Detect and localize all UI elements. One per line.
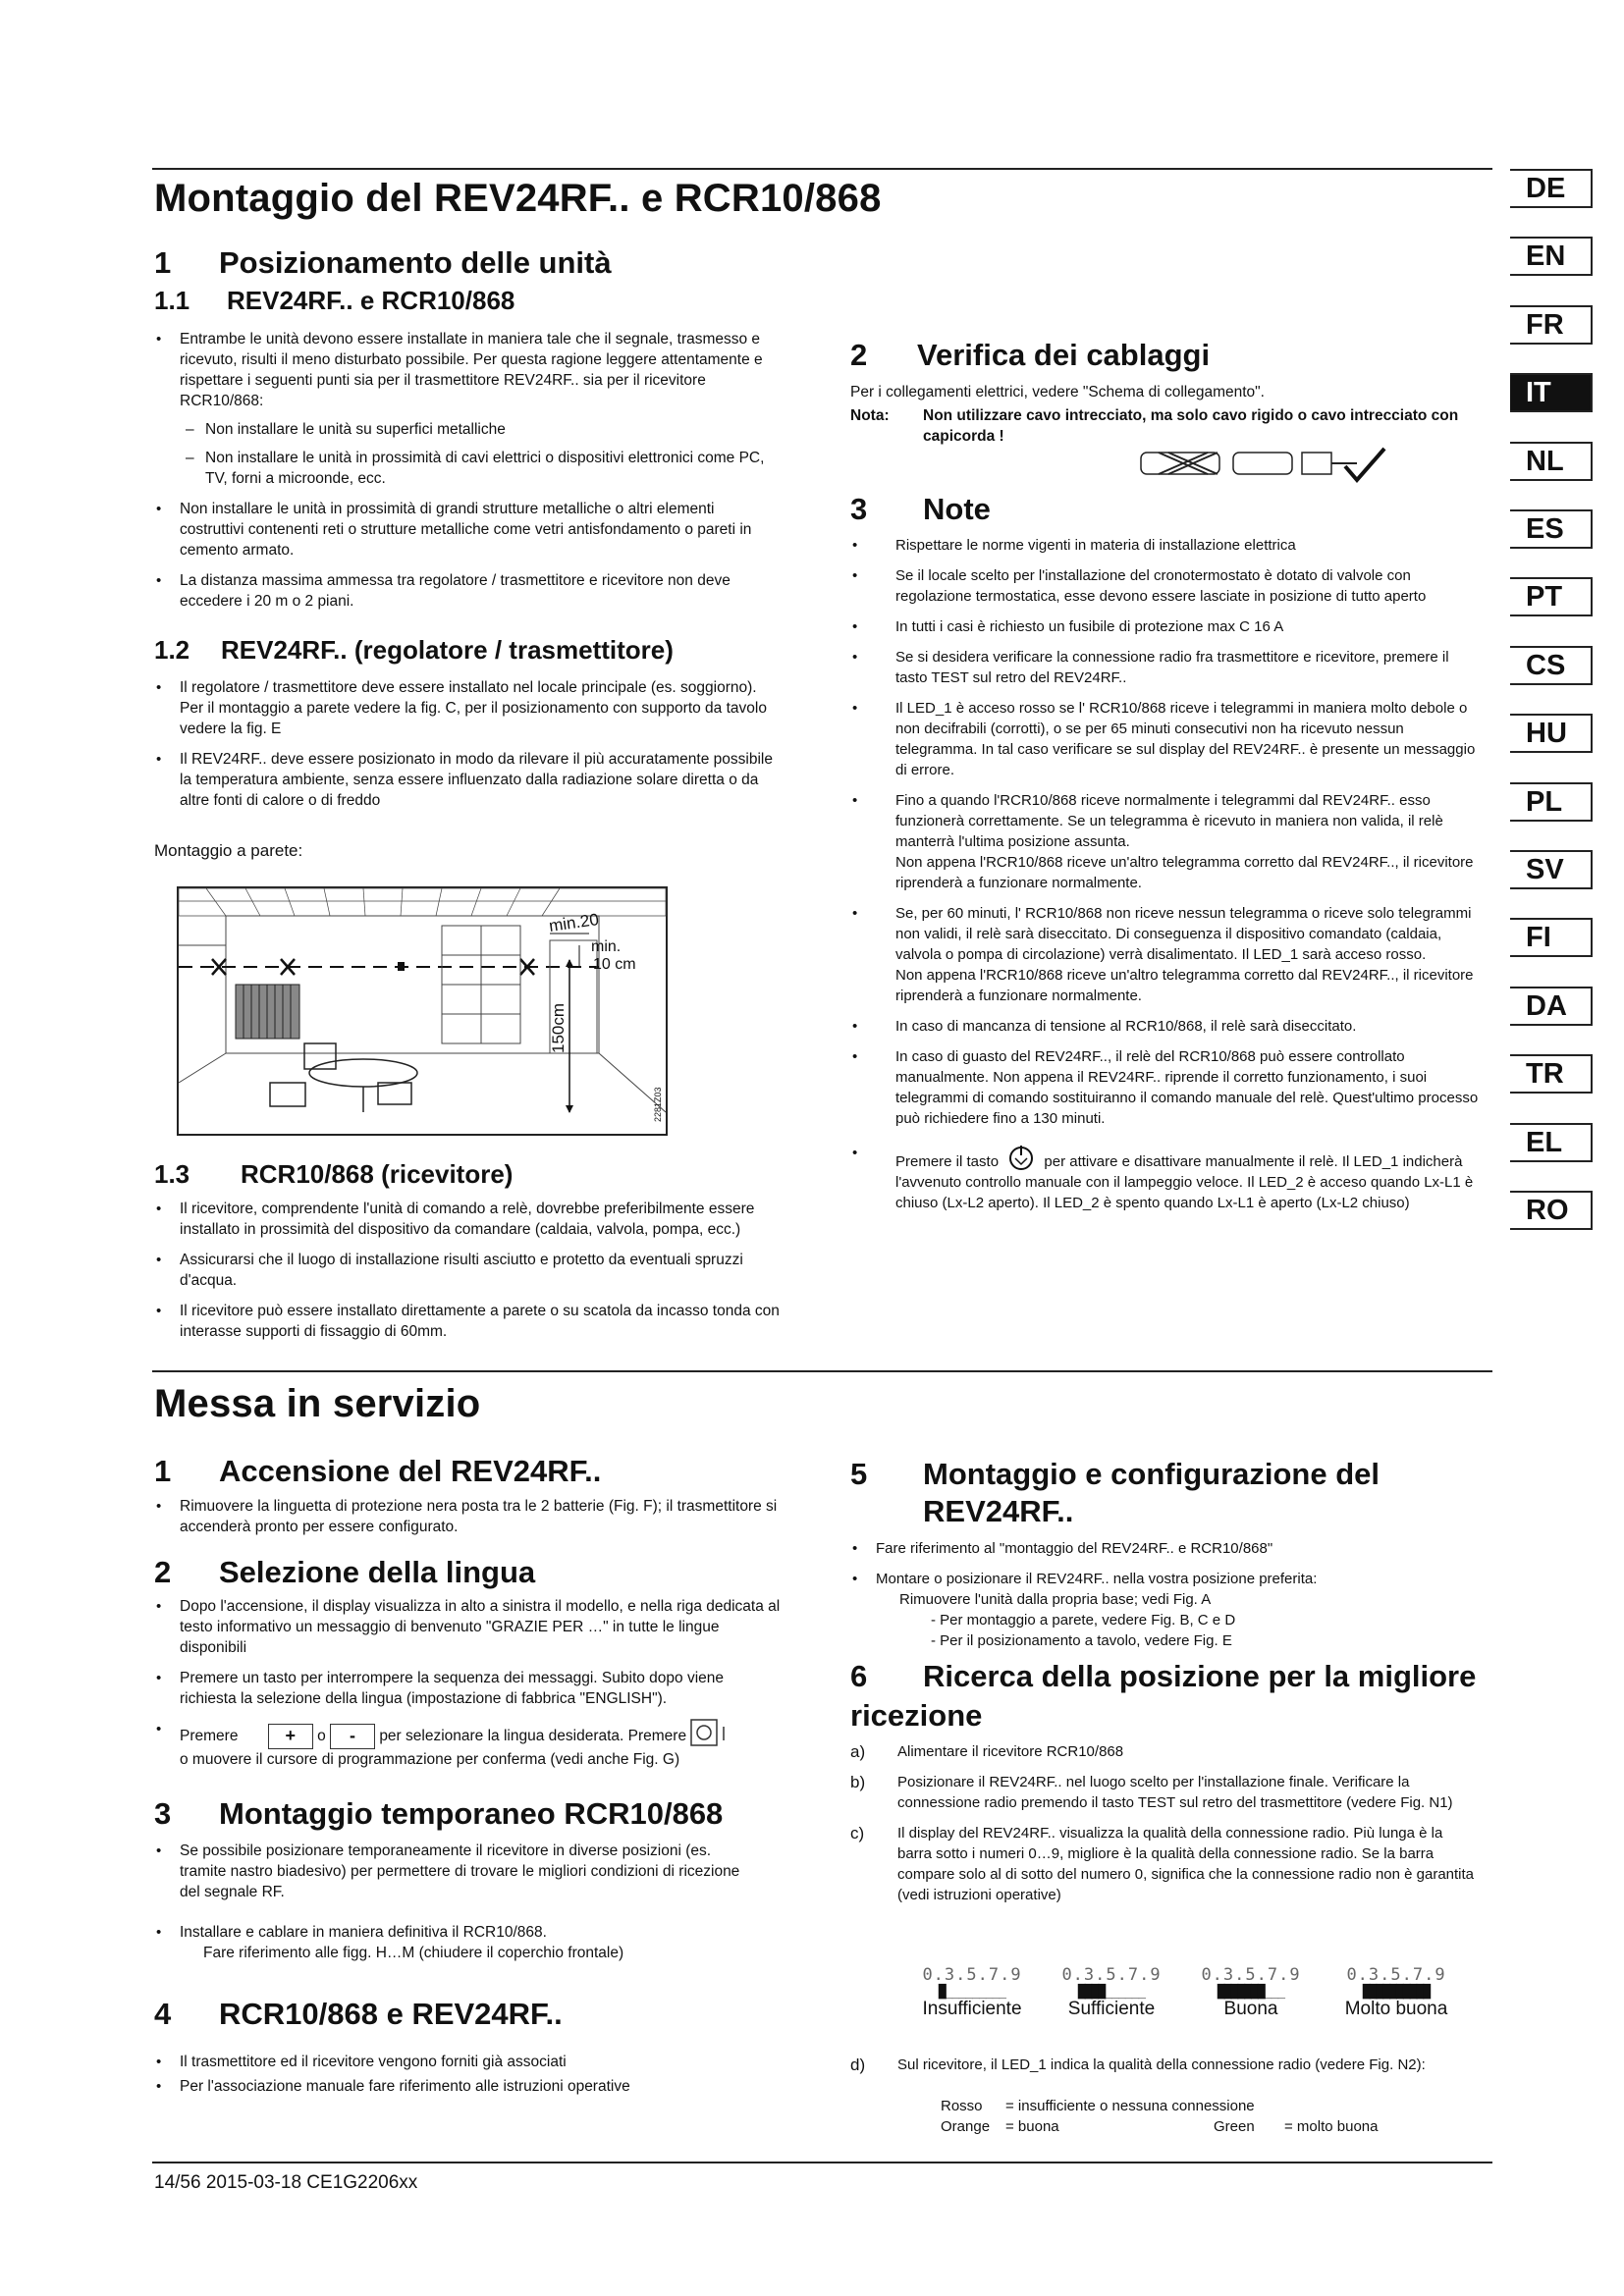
heading-text: Verifica dei cablaggi	[917, 338, 1211, 372]
language-tab-pt[interactable]: PT	[1510, 577, 1593, 616]
language-tab-ro[interactable]: RO	[1510, 1191, 1593, 1230]
heading-number: 5	[850, 1457, 868, 1491]
language-tab-fr[interactable]: FR	[1510, 305, 1593, 345]
minus-key-icon: -	[330, 1724, 375, 1749]
list-item	[850, 1741, 1479, 1762]
heading-number: 3	[850, 492, 868, 526]
quality-bar: ████______	[1077, 1985, 1146, 2000]
list-item	[154, 1719, 783, 1770]
list-item	[850, 1823, 1479, 1905]
led-rosso-key: Rosso	[941, 2098, 983, 2114]
list-item-text: - Per montaggio a parete, vedere Fig. B, C e D	[931, 1612, 1236, 1629]
service-rule	[152, 1370, 1492, 1372]
service-s4-heading	[154, 1997, 563, 2032]
heading-number: 2	[850, 338, 868, 372]
cable-icons	[1139, 447, 1394, 486]
list-item-text: Entrambe le unità devono essere installate in maniera tale che il segnale, trasmesso e ricevuto, risulti il meno disturbato possibile. Per questa ragione leggere attentamente e rispettare i seguenti punti sia per il trasmettitore REV24RF.. sia per il ricevitore RCR10/868:	[180, 331, 763, 409]
list-item-text: Fino a quando l'RCR10/868 riceve normalmente i telegrammi dal REV24RF.. esso funzionerà correttamente. Se un telegramma è ricevuto in maniera non valida, il relè manterrà l'ultima posizione assunta.	[895, 792, 1443, 850]
list-item: • Il REV24RF.. deve essere posizionato in modo da rilevare il più accuratamente possibile la temperatura ambiente, senza essere influenzato dalla radiazione solare diretta o da altre fonti di calore o di freddo	[154, 749, 783, 811]
quality-digits: 0.3.5.7.9	[1201, 1965, 1301, 1985]
language-tab-da[interactable]: DA	[1510, 987, 1593, 1026]
language-tab-en[interactable]: EN	[1510, 237, 1593, 276]
service-s6-heading	[850, 1659, 1476, 1694]
fig-150cm: 150cm	[549, 1002, 568, 1053]
item-label: d)	[850, 2056, 866, 2074]
service-s3-list	[154, 1841, 753, 1973]
list-item: • Assicurarsi che il luogo di installazione risulti asciutto e protetto da eventuali spruzzi d'acqua.	[154, 1250, 783, 1291]
led-rosso-value: = insufficiente o nessuna connessione	[1005, 2098, 1255, 2114]
heading-number: 2	[154, 1555, 172, 1589]
service-s3-heading	[154, 1796, 723, 1832]
service-s4-list	[154, 2052, 783, 2107]
list-item: • Non installare le unità in prossimità di grandi strutture metalliche o altri elementi costruttivi contenenti reti o strutture metalliche come vetri antisfondamento o pareti in cemento armato.	[154, 499, 783, 561]
mount-s3-heading	[850, 492, 991, 527]
language-tab-de[interactable]: DE	[1510, 169, 1593, 208]
list-item-text: Se, per 60 minuti, l' RCR10/868 non riceve nessun telegramma o riceve solo telegrammi non validi, il relè sarà diseccitato. Di conseguenza il dispositivo comandato (caldaia, valvola o pompa di circolazione) verrà disalimentato. Il LED_1 sarà acceso rosso.	[895, 905, 1472, 963]
list-item	[850, 790, 1484, 893]
heading-text: RCR10/868 (ricevitore)	[241, 1159, 514, 1189]
service-s6-list	[850, 1741, 1479, 1915]
fig-min10-line2: 10 cm	[593, 956, 636, 973]
list-item	[850, 1772, 1479, 1813]
quality-label: Buona	[1223, 1999, 1278, 2019]
mount-s12-list	[154, 677, 783, 821]
list-item: • La distanza massima ammessa tra regolatore / trasmettitore e ricevitore non deve eccedere i 20 m o 2 piani.	[154, 570, 783, 612]
page-footer: 14/56 2015-03-18 CE1G2206xx	[154, 2172, 418, 2193]
list-item: • Rimuovere la linguetta di protezione nera posta tra le 2 batterie (Fig. F); il trasmettitore si accenderà pronto per essere configurato.	[154, 1496, 783, 1537]
quality-label: Sufficiente	[1067, 1999, 1156, 2019]
service-s2-heading	[154, 1555, 535, 1590]
quality-digits: 0.3.5.7.9	[1346, 1965, 1446, 1985]
mount-title: Montaggio del REV24RF.. e RCR10/868	[154, 177, 882, 220]
list-item: • Il ricevitore può essere installato direttamente a parete o su scatola da incasso tonda con interasse supporti di fissaggio di 60mm.	[154, 1301, 783, 1342]
list-item-text: Sul ricevitore, il LED_1 indica la qualità della connessione radio (vedere Fig. N2):	[897, 2056, 1426, 2073]
list-item-text: Non appena l'RCR10/868 riceve un'altro telegramma corretto dal REV24RF.., il ricevitore riprenderà a funzionare normalmente.	[895, 967, 1474, 1004]
fig-code: 2281Z03	[653, 1087, 663, 1122]
item-label: c)	[850, 1824, 865, 1842]
list-item: • Rispettare le norme vigenti in materia di installazione elettrica	[850, 535, 1484, 556]
wiring-text: Per i collegamenti elettrici, vedere "Schema di collegamento".	[850, 384, 1265, 400]
mount-s2-heading	[850, 338, 1210, 373]
heading-number: 6	[850, 1659, 868, 1693]
heading-number: 1.2	[154, 635, 190, 665]
ok-key-icon	[690, 1719, 730, 1748]
list-item	[154, 1922, 753, 1963]
quality-label: Insufficiente	[922, 1999, 1022, 2019]
wall-mount-label: Montaggio a parete:	[154, 841, 303, 860]
service-s6-list-d	[850, 2055, 1479, 2085]
quality-digits: 0.3.5.7.9	[1061, 1965, 1162, 1985]
quality-digits: 0.3.5.7.9	[922, 1965, 1022, 1985]
list-item: • Premere un tasto per interrompere la sequenza dei messaggi. Subito dopo viene richiesta la selezione della lingua (impostazione di fabbrica "ENGLISH").	[154, 1668, 783, 1709]
list-item	[850, 903, 1484, 1006]
list-item-text: Rimuovere l'unità dalla propria base; vedi Fig. A	[899, 1591, 1212, 1608]
dash-item: – Non installare le unità su superfici metalliche	[180, 419, 783, 440]
note-label: Nota:	[850, 407, 890, 424]
top-rule	[152, 168, 1492, 170]
wall-mount-figure	[177, 886, 668, 1136]
heading-text: Montaggio temporaneo RCR10/868	[219, 1796, 724, 1831]
mount-s1-heading	[154, 245, 612, 281]
service-s1-heading	[154, 1454, 601, 1489]
mount-s13-heading	[154, 1159, 513, 1190]
relay-toggle-icon	[1006, 1143, 1036, 1172]
mount-s12-heading	[154, 635, 674, 666]
list-item: • In tutti i casi è richiesto un fusibile di protezione max C 16 A	[850, 616, 1484, 637]
led-orange-key: Orange	[941, 2118, 991, 2135]
list-item: • Il trasmettitore ed il ricevitore vengono forniti già associati	[154, 2052, 783, 2072]
language-tab-sv[interactable]: SV	[1510, 850, 1593, 889]
list-item-text: Premere	[180, 1728, 239, 1744]
heading-number: 1	[154, 1454, 172, 1488]
list-item-text: Il display del REV24RF.. visualizza la qualità della connessione radio. Più lunga è la barra sotto i numeri 0…9, migliore è la qualità della connessione radio. Se la barra compare solo al di sotto del numero 0, significa che la connessione radio non è garantita (vedi istruzioni operative)	[897, 1825, 1475, 1903]
signal-quality-item	[1192, 1965, 1310, 2020]
language-tab-cs[interactable]: CS	[1510, 646, 1593, 685]
heading-text: Ricerca della posizione per la migliore	[923, 1659, 1477, 1693]
quality-bar: ██████████	[1362, 1985, 1431, 2000]
service-s1-list	[154, 1496, 783, 1547]
mount-s11-heading	[154, 286, 514, 316]
list-item: • Fare riferimento al "montaggio del REV24RF.. e RCR10/868"	[850, 1538, 1479, 1559]
fig-min10-line1: min.	[591, 938, 622, 955]
list-item: • Per l'associazione manuale fare riferimento alle istruzioni operative	[154, 2076, 783, 2097]
service-s6-heading-line2: ricezione	[850, 1698, 983, 1733]
heading-number: 3	[154, 1796, 172, 1831]
list-item-text: Premere il tasto	[895, 1153, 1000, 1170]
signal-quality-item	[1337, 1965, 1455, 2020]
list-item-text: Fare riferimento alle figg. H…M (chiudere il coperchio frontale)	[203, 1945, 624, 1961]
list-item	[850, 2055, 1479, 2075]
led-green-key: Green	[1214, 2118, 1255, 2135]
led-green-value: = molto buona	[1284, 2118, 1379, 2135]
list-item-text: o	[317, 1728, 326, 1744]
list-item: • Se possibile posizionare temporaneamente il ricevitore in diverse posizioni (es. tramite nastro biadesivo) per permettere di trovare le migliori condizioni di ricezione del segnale RF.	[154, 1841, 753, 1902]
service-s2-list	[154, 1596, 783, 1780]
item-label: a)	[850, 1742, 866, 1761]
led-orange-value: = buona	[1005, 2118, 1059, 2135]
list-item: • Se il locale scelto per l'installazione del cronotermostato è dotato di valvole con regolazione termostatica, esse devono essere lasciate in posizione di tutto aperto	[850, 565, 1484, 607]
service-s5-heading-line2: REV24RF..	[923, 1494, 1074, 1528]
signal-quality-item	[913, 1965, 1031, 2020]
list-item: • Il ricevitore, comprendente l'unità di comando a relè, dovrebbe preferibilmente essere installato in prossimità del dispositivo da comandare (caldaia, valvola, pompa, ecc.)	[154, 1199, 783, 1240]
language-tab-es[interactable]: ES	[1510, 509, 1593, 549]
language-tab-fi[interactable]: FI	[1510, 918, 1593, 957]
heading-number: 4	[154, 1997, 172, 2031]
heading-text: REV24RF.. e RCR10/868	[227, 286, 515, 315]
list-item	[154, 329, 783, 489]
mount-s11-list	[154, 329, 783, 621]
heading-text: REV24RF.. (regolatore / trasmettitore)	[221, 635, 674, 665]
quality-bar: █_________	[938, 1985, 1006, 2000]
heading-number: 1.1	[154, 286, 190, 315]
list-item-text: Montare o posizionare il REV24RF.. nella vostra posizione preferita:	[876, 1571, 1318, 1587]
heading-text: RCR10/868 e REV24RF..	[219, 1997, 563, 2031]
service-title: Messa in servizio	[154, 1382, 481, 1425]
quality-bar: ███████___	[1217, 1985, 1285, 2000]
fig-min20: min.20	[547, 910, 601, 935]
list-item: • Il LED_1 è acceso rosso se l' RCR10/868 riceve i telegrammi in maniera molto debole o non decifrabili (corrotti), o se per 65 minuti consecutivi non ha ricevuto nessun telegramma. In tal caso verificare se sul display del REV24RF.. è presente un messaggio di errore.	[850, 698, 1484, 780]
mount-s13-list	[154, 1199, 783, 1352]
list-item-text: Posizionare il REV24RF.. nel luogo scelto per l'installazione finale. Verificare la connessione radio premendo il tasto TEST sul retro del trasmettitore (vedere Fig. N1)	[897, 1774, 1453, 1811]
heading-text: Selezione della lingua	[219, 1555, 536, 1589]
language-tab-nl[interactable]: NL	[1510, 442, 1593, 481]
list-item: • In caso di guasto del REV24RF.., il relè del RCR10/868 può essere controllato manualmente. Non appena il REV24RF.. riprende il corretto funzionamento, i suoi telegrammi di comando sostituiranno il comando manuale del relè. Quest'ultimo processo può richiedere fino a 130 minuti.	[850, 1046, 1484, 1129]
service-s5-list	[850, 1538, 1479, 1661]
language-tab-it[interactable]: IT	[1510, 373, 1593, 412]
heading-text: Note	[923, 492, 991, 526]
list-item-text: Non appena l'RCR10/868 riceve un'altro telegramma corretto dal REV24RF.., il ricevitore riprenderà a funzionare normalmente.	[895, 854, 1474, 891]
language-tab-el[interactable]: EL	[1510, 1123, 1593, 1162]
list-item: • Il regolatore / trasmettitore deve essere installato nel locale principale (es. soggiorno). Per il montaggio a parete vedere la fig. C, per il posizionamento con supporto da tavolo vedere la fig. E	[154, 677, 783, 739]
heading-text: Posizionamento delle unità	[219, 245, 612, 280]
list-item: • Dopo l'accensione, il display visualizza in alto a sinistra il modello, e nella riga dedicata al testo informativo un messaggio di benvenuto "GRAZIE PER …" in tutte le lingue disponibili	[154, 1596, 783, 1658]
service-s5-heading	[850, 1457, 1380, 1492]
language-tab-hu[interactable]: HU	[1510, 714, 1593, 753]
mount-s3-list	[850, 535, 1484, 1223]
list-item	[850, 1569, 1479, 1651]
list-item-text: per attivare e disattivare manualmente il relè. Il LED_1 indicherà l'avvenuto controllo manuale con il lampeggio veloce. Il LED_2 è acceso quando Lx-L1 è chiuso (Lx-L2 aperto). Il LED_2 è spento quando Lx-L1 è aperto (Lx-L2 chiuso)	[895, 1153, 1474, 1211]
list-item: • Se si desidera verificare la connessione radio fra trasmettitore e ricevitore, premere il tasto TEST sul retro del REV24RF..	[850, 647, 1484, 688]
list-item-text: o muovere il cursore di programmazione per conferma (vedi anche Fig. G)	[180, 1750, 680, 1768]
language-tab-tr[interactable]: TR	[1510, 1054, 1593, 1094]
language-tab-pl[interactable]: PL	[1510, 782, 1593, 822]
list-item-text: - Per il posizionamento a tavolo, vedere Fig. E	[931, 1632, 1232, 1649]
quality-label: Molto buona	[1344, 1999, 1448, 2019]
list-item	[850, 1143, 1484, 1213]
heading-text: Montaggio e configurazione del	[923, 1457, 1380, 1491]
heading-number: 1	[154, 245, 172, 280]
heading-text: Accensione del REV24RF..	[219, 1454, 602, 1488]
signal-quality-item	[1053, 1965, 1170, 2020]
footer-rule	[152, 2162, 1492, 2163]
heading-number: 1.3	[154, 1159, 190, 1189]
plus-key-icon: +	[268, 1724, 313, 1749]
dash-item: – Non installare le unità in prossimità di cavi elettrici o dispositivi elettronici come PC, TV, forni a microonde, ecc.	[180, 448, 783, 489]
list-item: • In caso di mancanza di tensione al RCR10/868, il relè sarà diseccitato.	[850, 1016, 1484, 1037]
note-text: Non utilizzare cavo intrecciato, ma solo cavo rigido o cavo intrecciato con capicorda !	[923, 407, 1459, 445]
list-item-text: per selezionare la lingua desiderata. Premere	[379, 1728, 687, 1744]
list-item-text: Alimentare il ricevitore RCR10/868	[897, 1743, 1124, 1760]
list-item-text: Installare e cablare in maniera definitiva il RCR10/868.	[180, 1924, 547, 1941]
item-label: b)	[850, 1773, 866, 1791]
